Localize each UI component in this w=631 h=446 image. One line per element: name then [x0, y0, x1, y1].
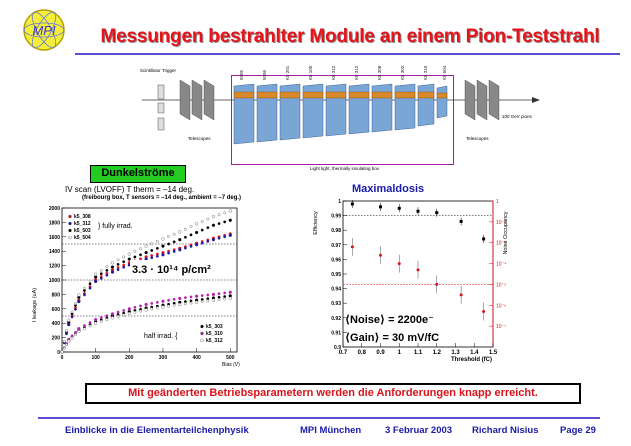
iv-data-point — [111, 266, 114, 269]
telescope-right — [465, 80, 499, 120]
telescopes-right-label: Telescopes — [466, 136, 489, 141]
iv-data-point — [212, 224, 215, 227]
dunkelstroeme-label: Dunkelströme — [90, 165, 186, 183]
noise-y-tick-label: 10⁻⁶ — [496, 303, 507, 310]
iv-data-point — [83, 294, 85, 296]
hybrid-chips — [234, 92, 447, 98]
iv-data-point — [173, 298, 175, 300]
iv-x-axis-label: Bias (V) — [222, 362, 240, 368]
iv-data-point — [67, 319, 70, 322]
iv-data-point — [190, 296, 192, 298]
eff-y-tick-label: 0.92 — [331, 315, 341, 322]
eff-x-tick-label: 0.7 — [338, 350, 348, 356]
iv-data-point — [139, 305, 141, 307]
iv-data-point — [173, 241, 175, 243]
eff-y-tick-label: 0.98 — [331, 228, 341, 235]
iv-legend-entry: k5_312 — [74, 221, 91, 227]
iv-data-point — [117, 315, 119, 317]
eff-x-tick-label: 1.1 — [413, 350, 423, 356]
eff-data-point — [398, 207, 401, 210]
iv-data-point — [184, 228, 186, 230]
iv-data-point — [223, 236, 225, 238]
eff-x-tick-label: 0.9 — [376, 350, 385, 356]
iv-data-point — [184, 303, 186, 305]
iv-x-tick-label: 300 — [158, 355, 168, 361]
iv-data-point — [167, 252, 169, 254]
box-label: Light tight, thermally insulating box — [310, 166, 380, 171]
iv-plot-title: IV scan (LVOFF) T therm = –14 deg. — [65, 185, 195, 194]
iv-data-point — [106, 315, 108, 317]
iv-data-point — [190, 234, 192, 236]
noise-y-tick-label: 10⁻² — [496, 219, 506, 226]
iv-data-point — [77, 327, 80, 330]
iv-data-point — [106, 318, 108, 320]
iv-data-point — [100, 277, 102, 279]
iv-data-point — [218, 214, 220, 216]
iv-data-point — [94, 318, 97, 321]
scintillator-label: Scintillator Trigger — [140, 68, 177, 73]
page-title: Messungen bestrahlter Module an einem Pion-Teststrahl — [100, 26, 600, 47]
noise-y-tick-label: 1 — [496, 199, 499, 205]
iv-data-point — [218, 292, 220, 294]
iv-data-point — [229, 291, 232, 294]
iv-data-point — [100, 320, 102, 322]
module-label: K5 308 — [377, 65, 382, 80]
iv-data-point — [190, 225, 192, 227]
eff-y-tick-label: 0.91 — [331, 330, 341, 337]
iv-data-point — [100, 269, 102, 271]
iv-data-point — [162, 245, 165, 248]
noise-data-point — [417, 268, 420, 271]
iv-data-point — [201, 294, 203, 296]
iv-data-point — [201, 220, 203, 222]
eff-y-tick-label: 0.97 — [331, 242, 341, 249]
iv-data-point — [77, 300, 80, 303]
footer-course: Einblicke in die Elementarteilchenphysik — [65, 425, 249, 436]
iv-data-point — [100, 316, 102, 318]
iv-y-tick-label: 1200 — [48, 263, 60, 270]
iv-data-point — [162, 306, 165, 309]
iv-legend-entry: k5_310 — [206, 331, 223, 337]
setup-diagram — [130, 58, 550, 176]
iv-data-point — [61, 351, 64, 354]
iv-legend-entry: k5_504 — [74, 235, 91, 241]
module-labels — [239, 65, 447, 80]
noise-y-axis-label: Noise Occupancy — [503, 211, 509, 255]
iv-data-point — [128, 312, 131, 315]
iv-data-point — [89, 287, 91, 289]
iv-data-point — [173, 304, 175, 306]
iv-data-point — [223, 295, 225, 297]
iv-data-point — [139, 254, 141, 256]
iv-data-point — [156, 301, 158, 303]
logo-text: MPI — [32, 23, 56, 38]
iv-data-point — [178, 248, 181, 251]
iv-data-point — [128, 253, 131, 256]
iv-data-point — [178, 297, 181, 300]
eff-data-point — [460, 220, 463, 223]
gain-annotation: ⟨Gain⟩ = 30 mV/fC — [345, 332, 440, 344]
iv-y-tick-label: 2000 — [48, 206, 60, 212]
eff-y-tick-label: 0.96 — [331, 257, 341, 264]
eff-y-tick-label: 0.99 — [331, 213, 341, 220]
iv-data-point — [145, 245, 148, 248]
noise-y-tick-label: 10⁻⁵ — [496, 282, 507, 289]
iv-y-tick-label: 600 — [51, 306, 60, 313]
iv-data-point — [83, 289, 85, 291]
noise-y-tick-label: 10⁻³ — [496, 240, 506, 247]
iv-data-point — [100, 273, 102, 275]
iv-data-point — [65, 330, 67, 332]
module-label: 5006 — [262, 69, 267, 80]
iv-y-tick-label: 1400 — [48, 249, 60, 256]
iv-data-point — [94, 280, 97, 283]
iv-data-point — [122, 261, 124, 263]
iv-data-point — [74, 331, 76, 333]
noise-y-tick-label: 10⁻⁴ — [496, 261, 507, 268]
iv-data-point — [89, 283, 91, 285]
iv-data-point — [184, 247, 186, 249]
iv-data-point — [223, 212, 225, 214]
eff-data-point — [379, 205, 382, 208]
iv-data-point — [77, 294, 80, 297]
iv-data-point — [229, 219, 232, 222]
iv-data-point — [145, 251, 148, 254]
iv-legend-entry: k5_303 — [206, 324, 223, 330]
module-label: K5 302 — [400, 65, 405, 80]
iv-data-point — [63, 340, 65, 342]
iv-y-tick-label: 800 — [51, 292, 60, 299]
iv-legend-entry: k5_312 — [206, 338, 223, 344]
eff-y-tick-label: 0.94 — [331, 286, 341, 293]
iv-data-point — [122, 256, 124, 258]
eff-data-point — [482, 237, 485, 240]
iv-data-point — [156, 255, 158, 257]
module-label: 5005 — [239, 69, 244, 80]
noise-data-point — [351, 245, 354, 248]
iv-data-point — [151, 302, 153, 304]
iv-data-point — [139, 310, 141, 312]
iv-data-point — [106, 274, 108, 276]
iv-data-point — [218, 237, 220, 239]
iv-data-point — [151, 308, 153, 310]
eff-data-point — [435, 211, 438, 214]
iv-data-point — [156, 240, 158, 242]
iv-data-point — [190, 302, 192, 304]
eff-x-tick-label: 1.2 — [432, 350, 441, 356]
iv-data-point — [212, 299, 215, 302]
iv-data-point — [134, 250, 136, 252]
iv-data-point — [218, 222, 220, 224]
iv-data-point — [71, 316, 73, 318]
eff-x-tick-label: 1 — [397, 350, 401, 356]
iv-data-point — [134, 306, 136, 308]
iv-data-point — [94, 273, 97, 276]
module-label: K5 201 — [285, 65, 290, 80]
iv-data-point — [117, 268, 119, 270]
iv-data-point — [128, 307, 131, 310]
iv-data-point — [207, 294, 209, 296]
noise-data-point — [460, 293, 463, 296]
iv-data-point — [89, 280, 91, 282]
half-irrad-label: half irrad. { — [144, 333, 178, 340]
iv-data-point — [106, 265, 108, 267]
eff-x-tick-label: 0.8 — [357, 350, 366, 356]
scintillator-1 — [158, 85, 164, 99]
iv-legend-marker — [69, 215, 72, 218]
iv-data-point — [223, 298, 225, 300]
eff-x-tick-label: 1.4 — [470, 350, 479, 356]
iv-data-point — [111, 316, 114, 319]
telescope-left — [180, 80, 214, 120]
eff-y-tick-label: 0.95 — [331, 272, 341, 278]
iv-data-point — [139, 248, 141, 250]
iv-legend-marker — [201, 339, 204, 342]
fluence-label: 3.3 · 10¹⁴ p/cm² — [132, 264, 211, 276]
eff-data-point — [351, 202, 354, 205]
iv-y-tick-label: 1000 — [48, 278, 60, 284]
iv-legend-entry: k5_503 — [74, 228, 91, 234]
iv-data-point — [212, 293, 215, 296]
iv-data-point — [74, 302, 76, 304]
iv-data-point — [134, 256, 136, 258]
iv-data-point — [178, 238, 181, 241]
iv-data-point — [151, 249, 153, 251]
iv-data-point — [122, 266, 124, 268]
eff-y-tick-label: 0.9 — [334, 345, 341, 351]
eff-x-tick-label: 1.3 — [451, 350, 460, 356]
summary-box: Mit geänderten Betriebsparametern werden die Anforderungen knapp erreicht. — [85, 383, 581, 404]
iv-plot-subtitle: (freibourg box, T sensors = –14 deg., ambient = –7 deg.) — [82, 195, 242, 201]
iv-data-point — [162, 300, 165, 303]
footer-page: Page 29 — [560, 425, 596, 436]
footer-date: 3 Februar 2003 — [385, 425, 453, 436]
iv-data-point — [167, 235, 169, 237]
iv-data-point — [167, 299, 169, 301]
module-label: K5 312 — [354, 65, 359, 80]
iv-data-point — [77, 330, 80, 333]
iv-data-point — [223, 221, 225, 223]
iv-data-point — [117, 263, 119, 265]
iv-data-point — [218, 298, 220, 300]
iv-data-point — [117, 311, 119, 313]
iv-data-point — [207, 226, 209, 228]
iv-data-point — [167, 243, 169, 245]
iv-x-tick-label: 0 — [60, 355, 64, 361]
scintillator-3 — [158, 118, 164, 130]
iv-data-point — [173, 250, 175, 252]
iv-data-point — [74, 334, 76, 336]
iv-data-point — [178, 230, 181, 233]
iv-data-point — [63, 347, 65, 349]
iv-data-point — [207, 218, 209, 220]
iv-legend-marker — [69, 222, 72, 225]
scintillator-2 — [158, 103, 164, 113]
footer-divider — [38, 417, 600, 419]
iv-data-point — [195, 222, 198, 225]
iv-data-point — [106, 269, 108, 271]
module-label: K6 312 — [331, 65, 336, 80]
iv-data-point — [162, 238, 165, 241]
iv-data-point — [229, 234, 232, 237]
iv-x-tick-label: 500 — [226, 355, 235, 361]
iv-data-point — [156, 307, 158, 309]
iv-data-point — [111, 312, 114, 315]
iv-y-tick-label: 400 — [51, 321, 60, 328]
iv-data-point — [74, 308, 76, 310]
iv-y-tick-label: 200 — [51, 335, 60, 342]
iv-data-point — [218, 296, 220, 298]
footer-institute: MPI München — [300, 425, 362, 436]
maximaldosis-label: Maximaldosis — [352, 183, 425, 195]
iv-data-point — [111, 271, 114, 274]
module-label: K6 100 — [308, 65, 313, 80]
iv-y-tick-label: 1600 — [48, 234, 60, 241]
beam-arrow-icon — [532, 97, 540, 103]
iv-legend-marker — [201, 332, 204, 335]
iv-data-point — [212, 238, 215, 241]
iv-data-point — [162, 253, 165, 256]
iv-legend-marker — [201, 325, 204, 328]
eff-y-tick-label: 0.93 — [331, 301, 341, 308]
iv-data-point — [223, 292, 225, 294]
iv-legend-marker — [69, 229, 72, 232]
iv-data-point — [83, 324, 85, 326]
iv-data-point — [207, 240, 209, 242]
noise-data-point — [398, 262, 401, 265]
iv-data-point — [67, 323, 70, 326]
eff-x-axis-label: Threshold (fC) — [451, 357, 492, 363]
noise-y-tick-label: 10⁻⁷ — [496, 324, 507, 331]
mpi-logo — [22, 8, 66, 52]
eff-y-tick-label: 1 — [338, 199, 341, 205]
iv-data-point — [71, 311, 73, 313]
iv-data-point — [89, 325, 91, 327]
iv-data-point — [201, 300, 203, 302]
iv-data-point — [94, 322, 97, 325]
iv-data-point — [201, 242, 203, 244]
iv-data-point — [173, 233, 175, 235]
iv-data-point — [207, 300, 209, 302]
iv-y-tick-label: 1800 — [48, 220, 60, 227]
iv-data-point — [111, 261, 114, 264]
iv-data-point — [184, 236, 186, 238]
beam-label: 100 GeV pions — [502, 114, 532, 119]
noise-data-point — [435, 283, 438, 286]
iv-data-point — [71, 337, 73, 339]
iv-data-point — [83, 328, 85, 330]
footer-author: Richard Nisius — [472, 425, 539, 436]
iv-data-point — [117, 259, 119, 261]
noise-data-point — [379, 254, 382, 257]
iv-data-point — [94, 276, 97, 279]
iv-data-point — [229, 209, 232, 212]
iv-data-point — [65, 344, 67, 346]
iv-x-tick-label: 200 — [125, 355, 134, 361]
iv-x-tick-label: 400 — [192, 355, 201, 361]
iv-legend-marker — [69, 236, 72, 239]
iv-plot — [30, 198, 250, 370]
module-label: K5 504 — [442, 65, 447, 80]
iv-data-point — [145, 303, 148, 306]
iv-data-point — [229, 297, 232, 300]
iv-data-point — [156, 247, 158, 249]
iv-data-point — [195, 243, 198, 246]
iv-x-tick-label: 100 — [91, 355, 100, 361]
iv-data-point — [195, 301, 198, 304]
noise-annotation: ⟨Noise⟩ = 2200e⁻ — [345, 314, 434, 326]
telescopes-left-label: Telescopes — [188, 136, 211, 141]
iv-data-point — [190, 245, 192, 247]
title-divider — [75, 53, 620, 55]
iv-y-tick-label: 0 — [57, 350, 60, 356]
iv-data-point — [195, 231, 198, 234]
iv-data-point — [122, 309, 124, 311]
iv-data-point — [212, 215, 215, 218]
module-label: K5 310 — [423, 65, 428, 80]
efficiency-plot — [305, 193, 520, 368]
iv-y-axis-label: I leakage (uA) — [32, 287, 38, 323]
iv-data-point — [178, 303, 181, 306]
iv-data-point — [134, 311, 136, 313]
iv-data-point — [83, 287, 85, 289]
iv-data-point — [201, 229, 203, 231]
iv-data-point — [151, 243, 153, 245]
iv-data-point — [67, 340, 70, 343]
iv-data-point — [167, 305, 169, 307]
noise-data-point — [482, 310, 485, 313]
iv-data-point — [145, 308, 148, 311]
iv-data-point — [122, 314, 124, 316]
iv-legend-entry: k5_308 — [74, 214, 91, 220]
iv-data-point — [151, 256, 153, 258]
eff-data-point — [417, 210, 420, 213]
fully-irrad-label: } fully irrad. — [98, 223, 133, 230]
iv-data-point — [195, 295, 198, 298]
eff-x-tick-label: 1.5 — [488, 350, 498, 356]
eff-y-axis-label: Efficiency — [313, 211, 319, 235]
iv-data-point — [89, 321, 91, 323]
iv-data-point — [184, 296, 186, 298]
